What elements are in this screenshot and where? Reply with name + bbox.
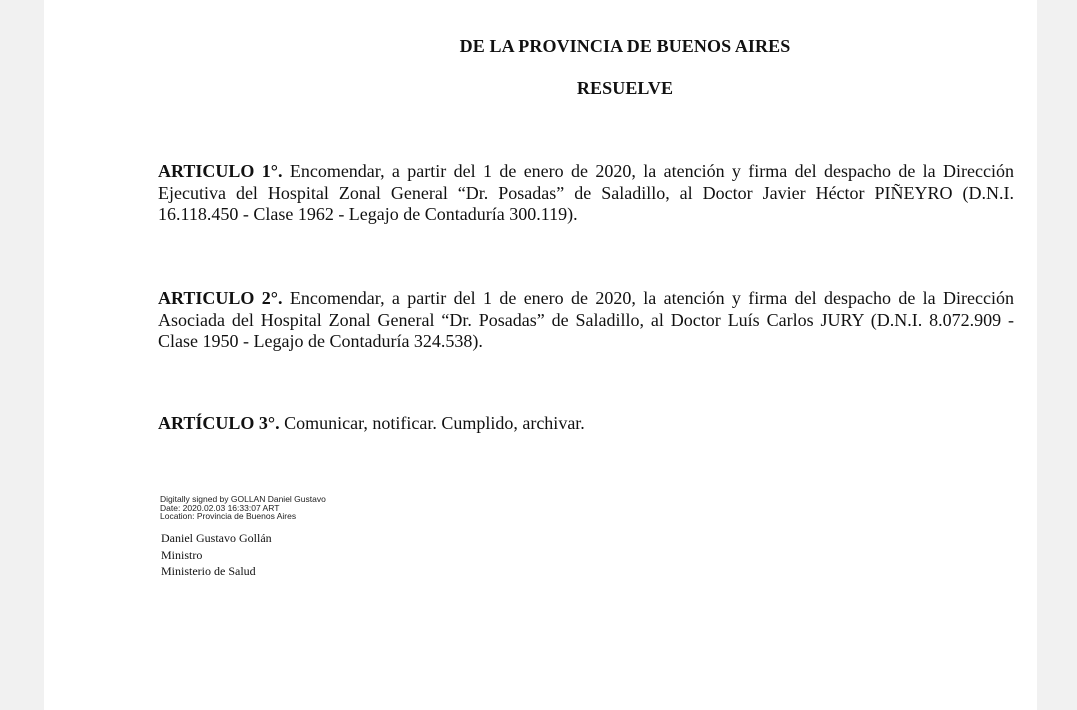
signer-title: Ministro <box>161 547 203 562</box>
article-2-text: Encomendar, a partir del 1 de enero de 2020, la atención y firma del despacho de la Dirección Asociada del Hospital Zonal General “Dr. Posadas” de Saladillo, al Doctor Luís Carlos JURY (D.N.I. 8.072.909 - Clase 1950 - Legajo de Contaduría 324.538). <box>158 288 1014 351</box>
signer-ministry: Ministerio de Salud <box>161 564 256 578</box>
article-1-label: ARTICULO 1°. <box>158 161 283 181</box>
article-1 <box>158 161 1014 226</box>
heading-province: DE LA PROVINCIA DE BUENOS AIRES <box>459 36 791 56</box>
digital-signature-date: Date: 2020.02.03 16:33:07 ART <box>160 502 280 513</box>
article-3 <box>158 413 1014 435</box>
article-1-text: Encomendar, a partir del 1 de enero de 2020, la atención y firma del despacho de la Dirección Ejecutiva del Hospital Zonal General “Dr. Posadas” de Saladillo, al Doctor Javier Héctor PIÑEYRO (D.N.I. 16.118.450 - Clase 1962 - Legajo de Contaduría 300.119). <box>158 161 1014 224</box>
article-3-text: Comunicar, notificar. Cumplido, archivar. <box>284 413 585 433</box>
document-page <box>44 0 1037 710</box>
digital-signature-location: Location: Provincia de Buenos Aires <box>160 511 297 521</box>
article-2-label: ARTICULO 2°. <box>158 288 283 308</box>
digital-signature-block <box>160 495 326 521</box>
article-2 <box>158 288 1014 353</box>
digital-signature-signer: Digitally signed by GOLLAN Daniel Gustavo <box>160 494 326 504</box>
signer-name: Daniel Gustavo Gollán <box>161 531 272 545</box>
heading-resuelve: RESUELVE <box>576 78 674 98</box>
signer-block <box>161 530 272 580</box>
article-3-label: ARTÍCULO 3°. <box>158 413 280 433</box>
